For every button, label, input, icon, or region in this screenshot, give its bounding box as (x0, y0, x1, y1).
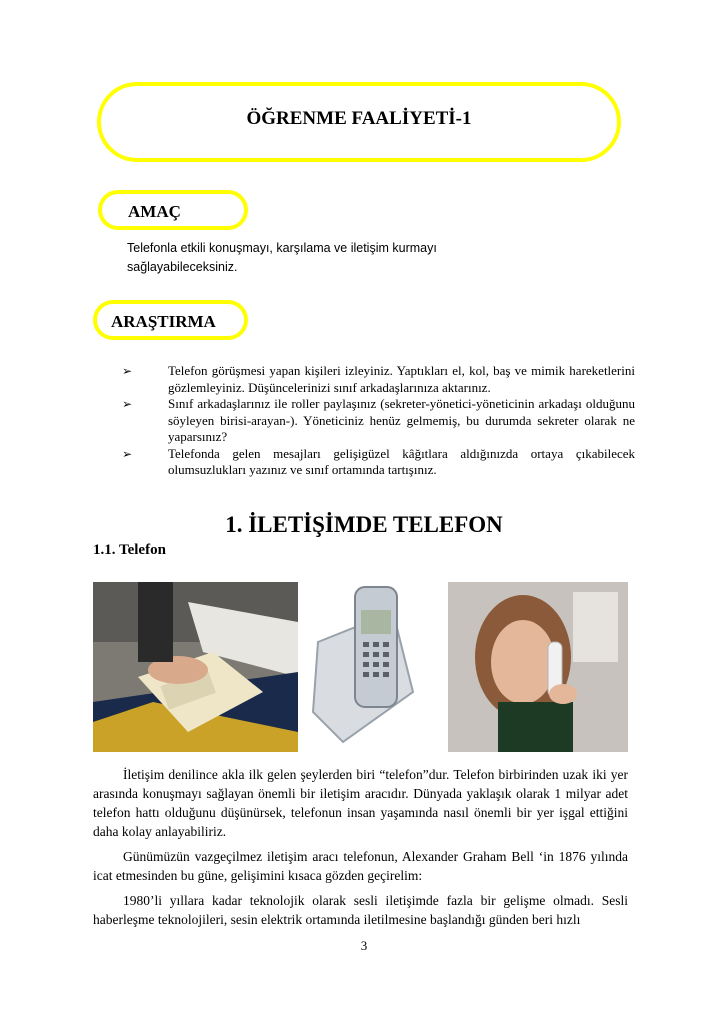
list-item-text: Sınıf arkadaşlarınız ile roller paylaşınız (sekreter-yönetici-yöneticinin arkadaşı olduğunu söyleyen birisi-arayan-). Yöneticiniz henüz gelmemiş, bu durumda sekreter olarak ne yaparsınız? (168, 396, 635, 444)
page-title: ÖĞRENME FAALİYETİ-1 (246, 108, 472, 129)
goal-text: Telefonla etkili konuşmayı, karşılama ve iletişim kurmayı sağlayabileceksiniz. (127, 241, 437, 274)
section-heading: 1. İLETİŞİMDE TELEFON (225, 512, 503, 537)
list-item-text: Telefonda gelen mesajları gelişigüzel kâğıtlara aldığınızda ortaya çıkabilecek olumsuzlukları yazınız ve sınıf ortamında tartışınız. (168, 445, 635, 477)
list-item (118, 363, 635, 396)
body-paragraph: Günümüzün vazgeçilmez iletişim aracı telefonun, Alexander Graham Bell ‘in 1876 yılında icat etmesinden bu güne, gelişimini kısaca gözden geçirelim: (93, 849, 628, 883)
subsection-heading: 1.1. Telefon (93, 542, 166, 558)
arrow-bullet-icon: ➢ (122, 397, 133, 411)
body-paragraph: İletişim denilince akla ilk gelen şeylerden biri “telefon”dur. Telefon birbirinden uzak iki yer arasında konuşmayı sağlayan önemli bir iletişim aracıdır. Dünyada yaklaşık olarak 1 milyar adet telefon hattı olduğunu düşünürsek, telefonun insan yaşamında nasıl önemli bir yer işgal ettiğini daha kolay anlayabiliriz. (93, 767, 628, 839)
goal-label: AMAÇ (128, 202, 181, 221)
goal-label-frame (98, 190, 248, 230)
arrow-bullet-icon: ➢ (122, 446, 133, 461)
telephone-photos (93, 582, 628, 752)
list-item (118, 446, 635, 479)
research-label-frame (93, 300, 248, 340)
research-label: ARAŞTIRMA (111, 312, 216, 331)
arrow-bullet-icon: ➢ (122, 364, 133, 378)
woman-on-phone-photo (448, 582, 628, 752)
list-item-text: Telefon görüşmesi yapan kişileri izleyiniz. Yaptıkları el, kol, baş ve mimik hareketlerini gözlemleyiniz. Düşüncelerinizi sınıf arkadaşlarınıza aktarınız. (168, 363, 635, 395)
page-number: 3 (360, 938, 368, 953)
desk-phone-photo (93, 582, 298, 752)
list-item (118, 396, 635, 446)
body-paragraph: 1980’li yıllara kadar teknolojik olarak sesli iletişimde fazla bir gelişme olmadı. Sesli haberleşme teknolojileri, sesin elektrik ortamında iletilmesine başlandığı günden beri hızlı (93, 893, 628, 927)
research-list (118, 363, 635, 479)
cordless-phone-photo (298, 582, 448, 752)
